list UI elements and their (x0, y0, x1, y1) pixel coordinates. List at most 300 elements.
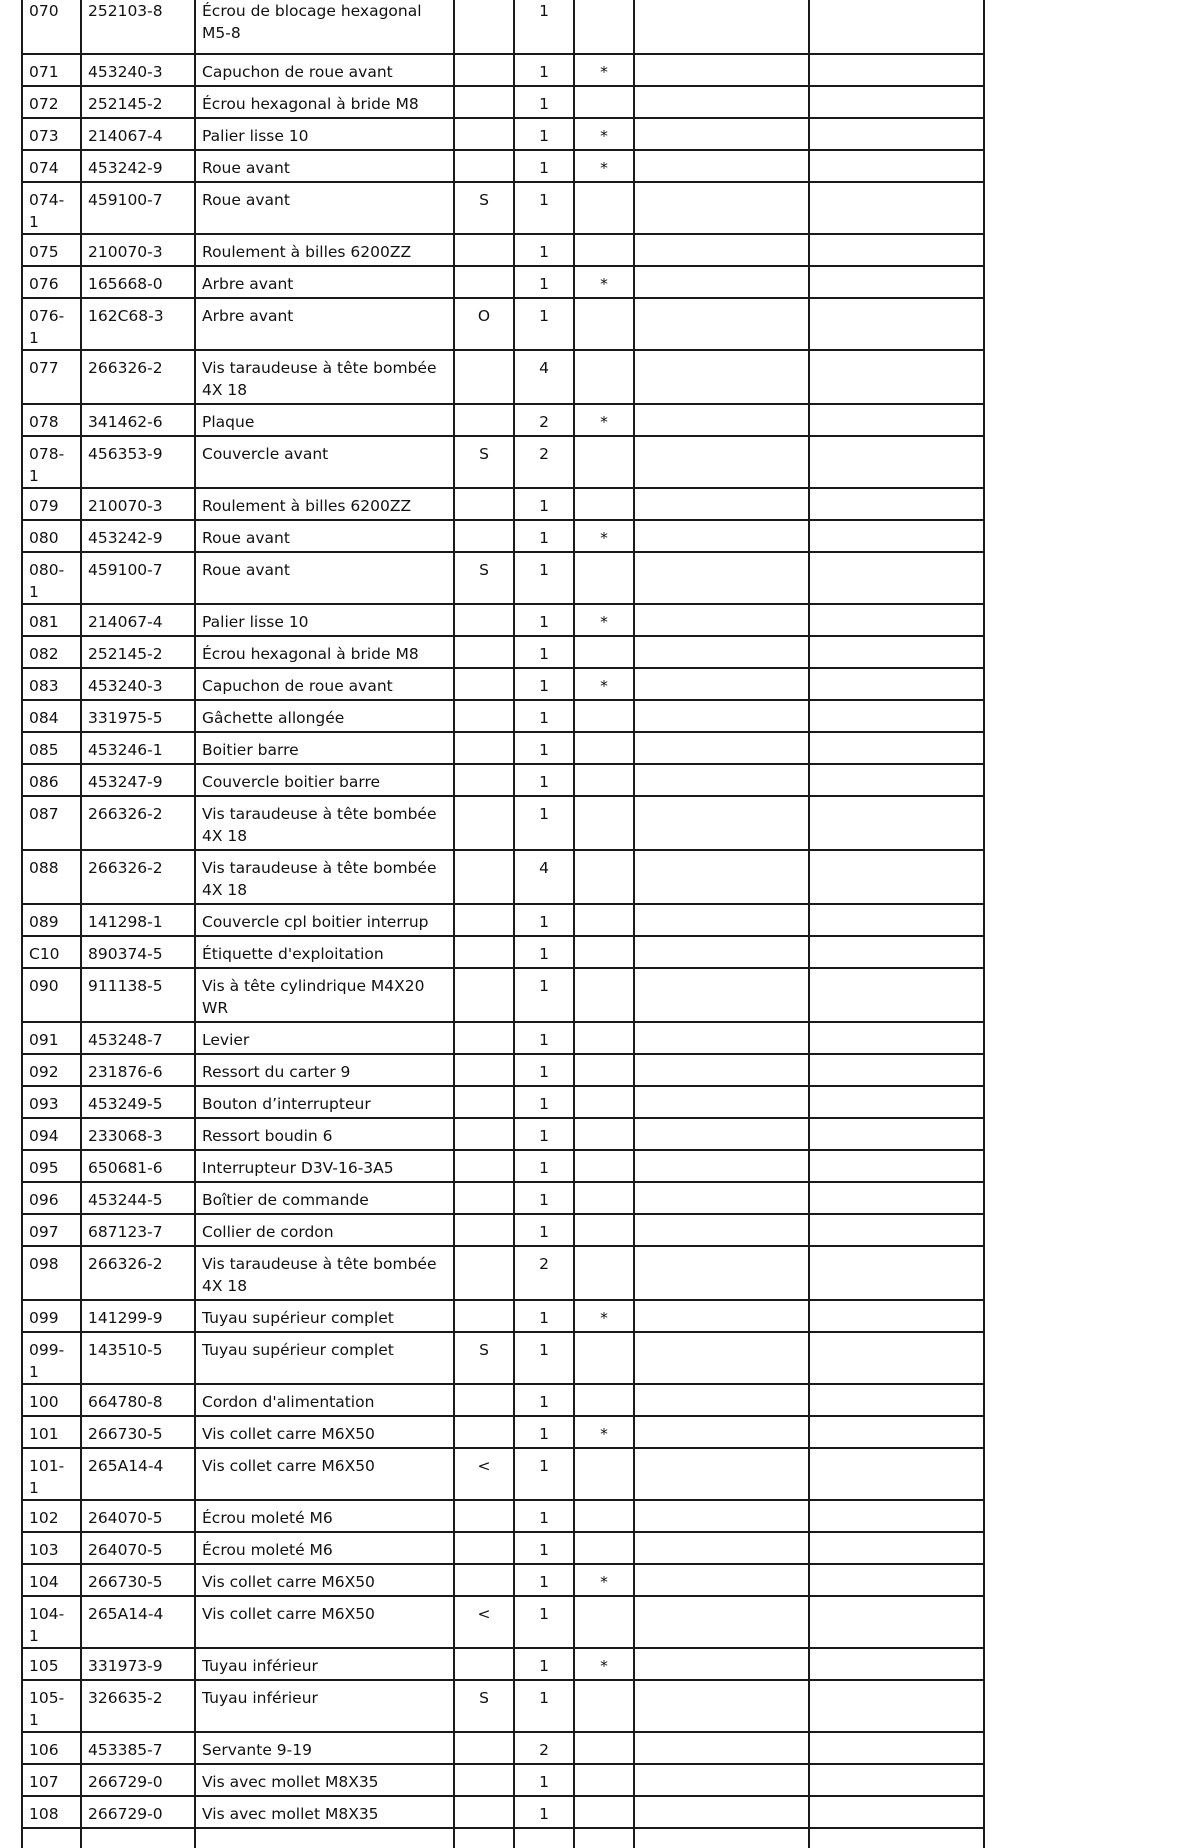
part-number-cell: 453242-9 (81, 150, 195, 182)
part-description-cell: Servante 9-19 (195, 1732, 454, 1764)
empty-cell (634, 764, 809, 796)
part-ref-cell: 101-1 (22, 1448, 81, 1500)
part-description-cell: Boitier barre (195, 732, 454, 764)
table-row (22, 1448, 984, 1500)
part-quantity-cell: 1 (514, 86, 574, 118)
part-ref-cell: 103 (22, 1532, 81, 1564)
empty-cell (809, 1182, 984, 1214)
part-quantity-cell: 1 (514, 1150, 574, 1182)
part-ref-cell: 082 (22, 636, 81, 668)
empty-cell (809, 1448, 984, 1500)
part-ref-cell: 073 (22, 118, 81, 150)
part-quantity-cell: 1 (514, 604, 574, 636)
empty-cell (809, 936, 984, 968)
part-note-cell (454, 732, 514, 764)
empty-cell (634, 182, 809, 234)
table-row (22, 732, 984, 764)
part-mark-cell (574, 700, 634, 732)
table-row (22, 764, 984, 796)
table-row (22, 1118, 984, 1150)
empty-cell (809, 1022, 984, 1054)
table-row (22, 850, 984, 904)
part-quantity-cell: 1 (514, 936, 574, 968)
empty-cell (809, 86, 984, 118)
part-number-cell: 453244-5 (81, 1182, 195, 1214)
part-number-cell: 331973-9 (81, 1648, 195, 1680)
part-ref-cell: 101 (22, 1416, 81, 1448)
part-quantity-cell: 1 (514, 1648, 574, 1680)
part-ref-cell: 076 (22, 266, 81, 298)
part-ref-cell: 094 (22, 1118, 81, 1150)
empty-cell (809, 1564, 984, 1596)
part-quantity-cell: 1 (514, 796, 574, 850)
part-number-cell: 162C68-3 (81, 298, 195, 350)
part-note-cell (454, 904, 514, 936)
part-note-cell (454, 796, 514, 850)
part-number-cell: 252145-2 (81, 86, 195, 118)
table-row (22, 350, 984, 404)
part-mark-cell (574, 1214, 634, 1246)
part-note-cell (454, 150, 514, 182)
part-description-cell: Vis taraudeuse à tête bombée 4X 18 (195, 1246, 454, 1300)
part-ref-cell: 081 (22, 604, 81, 636)
part-quantity-cell: 1 (514, 1118, 574, 1150)
part-note-cell (454, 668, 514, 700)
empty-cell (809, 1532, 984, 1564)
part-description-cell: Tuyau inférieur (195, 1680, 454, 1732)
part-quantity-cell: 1 (514, 636, 574, 668)
part-description-cell: Gâchette allongée (195, 700, 454, 732)
table-row (22, 234, 984, 266)
empty-cell (634, 668, 809, 700)
empty-cell (809, 552, 984, 604)
table-row (22, 150, 984, 182)
part-number-cell: 341462-6 (81, 404, 195, 436)
part-number-cell: 265A14-4 (81, 1448, 195, 1500)
part-note-cell: S (454, 1680, 514, 1732)
part-quantity-cell: 1 (514, 732, 574, 764)
part-mark-cell (574, 732, 634, 764)
part-number-cell: 266326-2 (81, 350, 195, 404)
part-number-cell: 664780-8 (81, 1384, 195, 1416)
part-quantity-cell: 1 (514, 298, 574, 350)
part-description-cell: Vis collet carre M6X50 (195, 1416, 454, 1448)
part-mark-cell: * (574, 1300, 634, 1332)
table-row (22, 1732, 984, 1764)
part-ref-cell: 075 (22, 234, 81, 266)
part-number-cell: 252103-8 (81, 0, 195, 54)
part-quantity-cell: 1 (514, 118, 574, 150)
part-ref-cell: 105-1 (22, 1680, 81, 1732)
part-quantity-cell: 1 (514, 1332, 574, 1384)
part-note-cell (454, 1532, 514, 1564)
part-ref-cell: 108 (22, 1796, 81, 1828)
empty-cell (634, 1086, 809, 1118)
table-row (22, 936, 984, 968)
part-quantity-cell: 1 (514, 1086, 574, 1118)
part-ref-cell: 091 (22, 1022, 81, 1054)
part-quantity-cell: 1 (514, 54, 574, 86)
empty-cell (809, 1118, 984, 1150)
empty-cell (634, 732, 809, 764)
part-mark-cell (574, 1764, 634, 1796)
part-description-cell: Couvercle cpl boitier interrup (195, 904, 454, 936)
table-row (22, 604, 984, 636)
part-note-cell (454, 1648, 514, 1680)
empty-cell (634, 1118, 809, 1150)
empty-cell (809, 1246, 984, 1300)
part-ref-cell: 080-1 (22, 552, 81, 604)
empty-cell (809, 968, 984, 1022)
empty-cell (634, 1332, 809, 1384)
part-mark-cell (574, 1022, 634, 1054)
part-note-cell (454, 936, 514, 968)
part-quantity-cell: 2 (514, 1246, 574, 1300)
part-mark-cell (574, 298, 634, 350)
part-number-cell: 231876-6 (81, 1054, 195, 1086)
table-row (22, 1300, 984, 1332)
part-description-cell: Boîtier de commande (195, 1182, 454, 1214)
part-quantity-cell: 2 (514, 404, 574, 436)
part-note-cell (454, 1054, 514, 1086)
part-description-cell: Palier lisse 10 (195, 118, 454, 150)
part-note-cell (454, 266, 514, 298)
part-note-cell (454, 1022, 514, 1054)
empty-cell (634, 1764, 809, 1796)
empty-cell (809, 1732, 984, 1764)
empty-cell (634, 1648, 809, 1680)
part-description-cell: Vis taraudeuse à tête bombée 4X 18 (195, 796, 454, 850)
empty-cell (809, 1796, 984, 1828)
part-note-cell (454, 968, 514, 1022)
table-row (22, 552, 984, 604)
part-number-cell: 911138-5 (81, 968, 195, 1022)
part-quantity-cell: 4 (514, 350, 574, 404)
part-description-cell: Levier (195, 1022, 454, 1054)
empty-cell (809, 298, 984, 350)
table-row-continuation (22, 1828, 984, 1848)
empty-cell (634, 1150, 809, 1182)
empty-cell (809, 1596, 984, 1648)
part-ref-cell: 079 (22, 488, 81, 520)
part-note-cell: S (454, 436, 514, 488)
part-ref-cell: 104 (22, 1564, 81, 1596)
part-ref-cell: 099 (22, 1300, 81, 1332)
part-ref-cell: 076-1 (22, 298, 81, 350)
part-number-cell: 453240-3 (81, 54, 195, 86)
empty-cell (809, 488, 984, 520)
table-row (22, 796, 984, 850)
part-mark-cell (574, 0, 634, 54)
part-note-cell (454, 1182, 514, 1214)
part-note-cell (454, 1500, 514, 1532)
part-ref-cell: 089 (22, 904, 81, 936)
empty-cell (634, 604, 809, 636)
part-number-cell: 265A14-4 (81, 1596, 195, 1648)
empty-cell (809, 1828, 984, 1848)
part-description-cell: Roulement à billes 6200ZZ (195, 488, 454, 520)
part-mark-cell (574, 86, 634, 118)
empty-cell (634, 1054, 809, 1086)
part-quantity-cell: 1 (514, 1416, 574, 1448)
part-mark-cell: * (574, 266, 634, 298)
empty-cell (634, 636, 809, 668)
part-description-cell: Écrou moleté M6 (195, 1532, 454, 1564)
part-quantity-cell: 1 (514, 764, 574, 796)
part-description-cell: Ressort boudin 6 (195, 1118, 454, 1150)
part-mark-cell (574, 1732, 634, 1764)
empty-cell (634, 1182, 809, 1214)
part-number-cell: 453249-5 (81, 1086, 195, 1118)
empty-cell (634, 1416, 809, 1448)
part-note-cell (454, 1300, 514, 1332)
part-number-cell: 266326-2 (81, 796, 195, 850)
empty-cell (809, 850, 984, 904)
part-description-cell: Écrou de blocage hexagonal M5-8 (195, 0, 454, 54)
part-mark-cell: * (574, 520, 634, 552)
table-row (22, 1182, 984, 1214)
empty-cell (809, 234, 984, 266)
part-note-cell (454, 700, 514, 732)
part-note-cell (454, 1214, 514, 1246)
table-row (22, 404, 984, 436)
part-note-cell (454, 350, 514, 404)
table-row (22, 1648, 984, 1680)
part-ref-cell: 099-1 (22, 1332, 81, 1384)
part-ref-cell: 078 (22, 404, 81, 436)
part-note-cell (454, 118, 514, 150)
part-mark-cell: * (574, 1648, 634, 1680)
part-quantity-cell: 1 (514, 1796, 574, 1828)
part-number-cell: 453247-9 (81, 764, 195, 796)
table-row (22, 298, 984, 350)
table-row (22, 1500, 984, 1532)
part-note-cell: S (454, 552, 514, 604)
part-mark-cell (574, 1384, 634, 1416)
part-quantity-cell: 1 (514, 668, 574, 700)
part-quantity-cell: 1 (514, 1680, 574, 1732)
part-ref-cell: 085 (22, 732, 81, 764)
part-quantity-cell: 1 (514, 1500, 574, 1532)
part-description-cell: Vis avec mollet M8X35 (195, 1764, 454, 1796)
empty-cell (634, 520, 809, 552)
empty-cell (634, 1532, 809, 1564)
part-mark-cell (574, 1500, 634, 1532)
part-note-cell (454, 850, 514, 904)
part-ref-cell: 074 (22, 150, 81, 182)
part-ref-cell: 105 (22, 1648, 81, 1680)
empty-cell (22, 1828, 81, 1848)
part-mark-cell (574, 796, 634, 850)
part-quantity-cell: 1 (514, 1300, 574, 1332)
empty-cell (634, 1022, 809, 1054)
part-ref-cell: 084 (22, 700, 81, 732)
empty-cell (634, 796, 809, 850)
part-note-cell (454, 1564, 514, 1596)
part-quantity-cell: 1 (514, 488, 574, 520)
part-quantity-cell: 1 (514, 182, 574, 234)
empty-cell (809, 1500, 984, 1532)
part-ref-cell: 106 (22, 1732, 81, 1764)
part-mark-cell (574, 850, 634, 904)
empty-cell (634, 1596, 809, 1648)
empty-cell (634, 0, 809, 54)
part-ref-cell: 070 (22, 0, 81, 54)
empty-cell (809, 1214, 984, 1246)
table-row (22, 904, 984, 936)
part-quantity-cell: 1 (514, 234, 574, 266)
empty-cell (514, 1828, 574, 1848)
part-mark-cell (574, 764, 634, 796)
part-number-cell: 141298-1 (81, 904, 195, 936)
part-note-cell (454, 1150, 514, 1182)
empty-cell (809, 436, 984, 488)
part-ref-cell: 098 (22, 1246, 81, 1300)
empty-cell (634, 700, 809, 732)
part-description-cell: Roue avant (195, 520, 454, 552)
part-note-cell (454, 234, 514, 266)
part-description-cell: Roulement à billes 6200ZZ (195, 234, 454, 266)
empty-cell (809, 604, 984, 636)
part-description-cell: Étiquette d'exploitation (195, 936, 454, 968)
empty-cell (809, 182, 984, 234)
empty-cell (809, 350, 984, 404)
part-mark-cell (574, 1182, 634, 1214)
part-note-cell (454, 1416, 514, 1448)
part-description-cell: Plaque (195, 404, 454, 436)
part-quantity-cell: 1 (514, 1214, 574, 1246)
part-description-cell: Palier lisse 10 (195, 604, 454, 636)
table-row (22, 488, 984, 520)
empty-cell (634, 968, 809, 1022)
empty-cell (809, 404, 984, 436)
part-mark-cell (574, 1086, 634, 1118)
part-number-cell: 264070-5 (81, 1500, 195, 1532)
part-note-cell (454, 520, 514, 552)
part-description-cell: Écrou hexagonal à bride M8 (195, 636, 454, 668)
part-number-cell: 165668-0 (81, 266, 195, 298)
part-mark-cell (574, 182, 634, 234)
empty-cell (634, 54, 809, 86)
part-description-cell: Vis collet carre M6X50 (195, 1596, 454, 1648)
part-note-cell: S (454, 182, 514, 234)
part-mark-cell (574, 1532, 634, 1564)
empty-cell (809, 668, 984, 700)
part-mark-cell: * (574, 1416, 634, 1448)
empty-cell (809, 0, 984, 54)
table-row (22, 1384, 984, 1416)
part-mark-cell (574, 936, 634, 968)
empty-cell (809, 1384, 984, 1416)
table-row (22, 1416, 984, 1448)
part-description-cell: Interrupteur D3V-16-3A5 (195, 1150, 454, 1182)
empty-cell (634, 150, 809, 182)
part-ref-cell: 088 (22, 850, 81, 904)
part-description-cell: Roue avant (195, 182, 454, 234)
part-description-cell: Vis collet carre M6X50 (195, 1448, 454, 1500)
part-note-cell (454, 488, 514, 520)
part-note-cell (454, 1732, 514, 1764)
table-row (22, 1246, 984, 1300)
part-description-cell: Tuyau supérieur complet (195, 1332, 454, 1384)
part-ref-cell: 100 (22, 1384, 81, 1416)
part-description-cell: Tuyau inférieur (195, 1648, 454, 1680)
part-mark-cell (574, 904, 634, 936)
part-number-cell: 266326-2 (81, 850, 195, 904)
part-note-cell: O (454, 298, 514, 350)
part-description-cell: Capuchon de roue avant (195, 668, 454, 700)
part-description-cell: Capuchon de roue avant (195, 54, 454, 86)
empty-cell (634, 298, 809, 350)
parts-table-body (22, 0, 984, 1848)
part-description-cell: Écrou hexagonal à bride M8 (195, 86, 454, 118)
part-number-cell: 453240-3 (81, 668, 195, 700)
part-number-cell: 266729-0 (81, 1764, 195, 1796)
part-ref-cell: 092 (22, 1054, 81, 1086)
part-quantity-cell: 1 (514, 0, 574, 54)
part-note-cell (454, 0, 514, 54)
part-quantity-cell: 4 (514, 850, 574, 904)
empty-cell (634, 1680, 809, 1732)
part-number-cell: 264070-5 (81, 1532, 195, 1564)
empty-cell (809, 1086, 984, 1118)
part-mark-cell (574, 1118, 634, 1150)
table-row (22, 1532, 984, 1564)
part-mark-cell (574, 488, 634, 520)
table-row (22, 266, 984, 298)
part-ref-cell: 077 (22, 350, 81, 404)
part-number-cell: 266326-2 (81, 1246, 195, 1300)
empty-cell (809, 1054, 984, 1086)
part-mark-cell (574, 1054, 634, 1086)
part-mark-cell (574, 1332, 634, 1384)
empty-cell (809, 1332, 984, 1384)
part-ref-cell: 086 (22, 764, 81, 796)
empty-cell (634, 436, 809, 488)
part-number-cell: 252145-2 (81, 636, 195, 668)
empty-cell (634, 118, 809, 150)
empty-cell (809, 732, 984, 764)
part-quantity-cell: 1 (514, 1022, 574, 1054)
part-mark-cell (574, 234, 634, 266)
table-row (22, 86, 984, 118)
empty-cell (634, 1564, 809, 1596)
table-row (22, 1564, 984, 1596)
table-row (22, 668, 984, 700)
table-row (22, 182, 984, 234)
part-quantity-cell: 1 (514, 266, 574, 298)
part-note-cell (454, 1246, 514, 1300)
part-mark-cell: * (574, 404, 634, 436)
empty-cell (634, 350, 809, 404)
empty-cell (454, 1828, 514, 1848)
table-row (22, 54, 984, 86)
part-description-cell: Écrou moleté M6 (195, 1500, 454, 1532)
empty-cell (809, 1764, 984, 1796)
part-ref-cell: 097 (22, 1214, 81, 1246)
part-mark-cell (574, 636, 634, 668)
part-quantity-cell: 1 (514, 520, 574, 552)
part-description-cell: Ressort du carter 9 (195, 1054, 454, 1086)
part-mark-cell: * (574, 54, 634, 86)
empty-cell (809, 1680, 984, 1732)
part-description-cell: Bouton d’interrupteur (195, 1086, 454, 1118)
part-number-cell: 453385-7 (81, 1732, 195, 1764)
part-quantity-cell: 1 (514, 1384, 574, 1416)
part-quantity-cell: 1 (514, 1182, 574, 1214)
part-number-cell: 459100-7 (81, 182, 195, 234)
part-quantity-cell: 2 (514, 1732, 574, 1764)
